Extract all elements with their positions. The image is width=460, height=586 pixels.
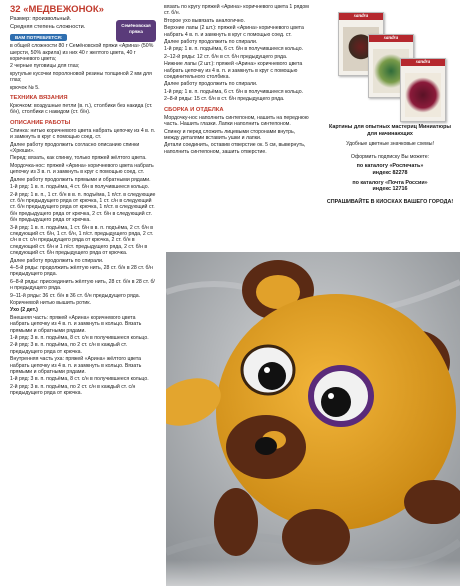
catalog-2: по каталогу «Почта России» [352,179,428,186]
row-3: 3-й ряд: 1 в. п. подъёма, 1 ст. б/н в в. п. подъёма, 2 ст. б/н в следующий ст. б/н, 1 ст. б/н, 1 п/ст. предыдущего ряда, 2 ст. с/н в ст. с/н предыдущего ряда от крючка, 2 ст. б/н в следующий ст. б/н и 1 п/ст. предыдущего ряда, 2 ст. б/н в следующий ст. б/н предыдущего ряда от крючка. [10,224,154,257]
paw-row-1: 1-й ряд: 1 в. п. подъёма, 6 ст. б/н в получившееся кольцо. [164,46,304,53]
hook-text: крючок № 5. [10,84,40,91]
front-text: Перед: вязать, как спинку, только пряжей жёлтого цвета. [10,155,147,162]
ear-outer-text: Внешняя часть: пряжей «Арина» коричневого цвета набрать цепочку из 4 в. п. и замкнуть в кольцо. Вязать прямыми и обратными рядами. [10,314,142,334]
cover-brand-2: sandra [369,35,413,42]
assembly-2: Спинку и перед сложить лицевыми сторонами внутрь, между деталями вставить ушки и лапки. [164,128,296,141]
section-technique: ТЕХНИКА ВЯЗАНИЯ [10,95,68,102]
back-text: Спинка: нитью коричневого цвета набрать цепочку из 4 в. п. и замкнуть в круг с помощью соед. ст. [10,127,156,141]
ear-inner-row-1: 1-й ряд: 3 в. п. подъёма, 8 ст. с/н в получившееся кольцо. [10,376,149,383]
bottom-paw-left [214,488,258,556]
back-text-2: Далее работу продолжить согласно описанию спинки «Хрюши». [10,141,140,155]
catalog-1: по каталогу «Роспечать» [356,163,424,170]
ear-heading: Ухо (2 дет.) [10,307,38,314]
eyes-text: 2 черные пуговицы для глаз; [10,63,80,70]
kiosk-text: СПРАШИВАЙТЕ В КИОСКАХ ВАШЕГО ГОРОДА! [326,198,454,205]
materials-text: в общей сложности 80 г Семёновской пряжи «Арина» (50% шерсти, 50% акрила) из них 40 г желтого цвета, 40 г коричневого цвета; [10,43,154,62]
row-2: 2-й ряд: 1 в. п., 1 ст. б/н в в. п. подъёма, 1 п/ст. в следующие ст. б/н предыдущего ряда от крючка, 1 ст. с/н в следующий ст. б/н предыдущего ряда от крючка, 1 п/ст. в следующий ст. б/н предыдущего ряда от крючка, 2 ст. б/н в следующий ст. б/н предыдущего ряда от крючка. [10,191,156,224]
magazine-covers [338,6,446,104]
paws-top-text: Верхние лапы (2 шт.): пряжей «Арина» коричневого цвета набрать 4 в. п. и замкнуть в круг с помощью соед. ст. [164,25,304,38]
subscription-sub: Удобные цветные значковые схемы! [346,141,434,148]
technique-text: Крючком: воздушные петли (в. п.), столбики без накида (ст. б/н), столбики с накидом (ст. б/н). [10,103,153,116]
row-1: 1-й ряд: 1 в. п. подъёма, 4 ст. б/н в получившееся кольцо. [10,184,150,191]
logo-text: Семёновская пряжа [121,23,151,34]
middle-column [164,4,312,156]
pattern-title [10,4,156,15]
magazine-cover-3 [400,58,446,122]
subscribe-text: Оформить подписку Вы можете: [350,153,430,160]
index-1: индекс 82278 [372,169,408,176]
yarn-brand-logo [116,20,156,42]
bear-photo [166,252,460,586]
leg-rows-2-8: 2–8-й ряды: 15 ст. б/н в ст. б/н предыдущего ряда. [164,96,285,103]
subscription-block [326,124,454,205]
mid-para-3: Далее работу продолжить по спирали. [164,39,258,46]
index-2: индекс 12716 [372,186,408,193]
paw-rows-2-12: 2–12-й ряды: 12 ст. б/н в ст. б/н предыдущего ряда. [164,53,288,60]
leg-row-1: 1-й ряд: 1 в. п. подъёма, 6 ст. б/н в получившееся кольцо. [164,88,304,95]
left-column [10,4,156,398]
subscription-heading: Картины для опытных мастериц Миниатюры для начинающих [328,124,451,137]
foam-text: кругулые кусочки поролоновой резины толщиной 2 мм для глаз; [10,70,152,84]
ear-inner-row-2: 2-й ряд: 3 в. п. подъёма, по 2 ст. с/н в каждый ст. с/н предыдущего ряда от крючка. [10,383,136,397]
mid-para-2: Второе ухо вывязать аналогично. [164,17,245,24]
cover-brand-1: sandra [339,13,383,20]
ear-row-1: 1-й ряд: 3 в. п. подъёма, 8 ст. с/н в получившееся кольцо. [10,335,149,342]
mid-para-4: Далее работу продолжить по спирали. [164,81,258,88]
bottom-paw-right [282,509,350,565]
mid-para-1: вязать по кругу пряжей «Арина» коричневого цвета 1 рядом ст. б/н. [164,4,309,17]
pattern-number: 32 [10,4,21,15]
paws-bottom-text: Нижние лапы (2 шт.): пряжей «Арина» коричневого цвета набрать цепочку из 4 в. п. и замкнуть в круг с помощью соединительного столбика. [164,61,303,81]
cover-image-3 [405,73,441,117]
rows-6-8: 6–8-й ряды: присоединить жёлтую нить, 28 ст. б/н в 28 ст. б/н предыдущего ряда. [10,278,155,292]
rows-9-11: 9–11-й ряды: 36 ст. б/н в 36 ст. б/н предыдущего ряда. [10,292,141,299]
rows-4-5: 4–5-й ряды: продолжить жёлтую нить, 28 ст. б/н в 28 ст. б/н предыдущего ряда. [10,264,153,278]
bear-illustration [166,252,460,586]
cover-brand-3: sandra [401,59,445,66]
materials-badge: ВАМ ПОТРЕБУЕТСЯ: [10,34,67,41]
spiral-text: Далее работу продолжить по спирали. [10,257,104,264]
difficulty-text: Средняя степень сложности. [10,23,86,30]
ear-row-2: 2-й ряд: 3 в. п. подъёма, по 2 ст. с/н в каждый ст. предыдущего ряда от крючка. [10,342,128,355]
section-assembly: СБОРКА И ОТДЕЛКА [164,106,224,113]
pattern-name: «МЕДВЕЖОНОК» [23,4,104,15]
section-description: ОПИСАНИЕ РАБОТЫ [10,119,71,126]
bottom-fade [0,560,460,586]
snout-text-2: Далее работу продолжить прямыми и обратными рядами. [10,176,151,183]
assembly-1: Мордочку-нос наполнить синтепоном, нашить на переднюю часть. Нашить глазки. Лапки наполнить синтепоном. [164,114,309,128]
ear-inner-text: Внутренняя часть уха: пряжей «Арина» жёлтого цвета набрать цепочку из 4 в. п. и замкнуть в кольцо. Вязать прямыми и обратными рядами. [10,356,142,376]
snout-text: Мордочка-нос: пряжей «Арина» коричневого цвета набрать цепочку из 3 в. п. и замкнуть в круг с помощью соед. ст. [10,162,154,176]
size-text: Размер: произвольный. [10,16,72,22]
assembly-3: Детали соединить, оставив отверстие ок. 5 см, вывернуть, наполнить синтепоном, зашить отверстие. [164,142,306,155]
mouth-text: Коричневой нитью вышить ротик. [10,300,91,306]
